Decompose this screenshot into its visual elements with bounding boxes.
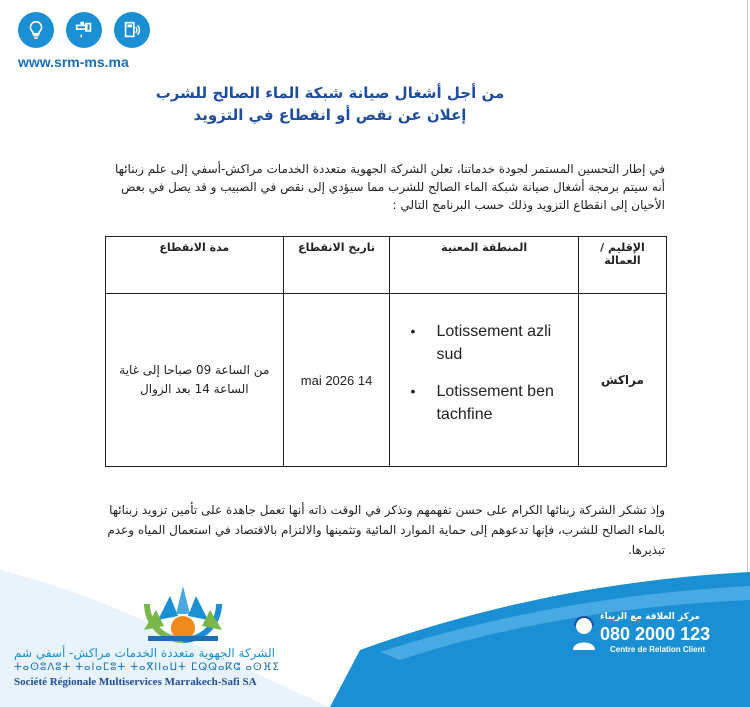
closing-paragraph: وإذ تشكر الشركة زبنائها الكرام على حسن تفهمهم وتذكر في الوقت ذاته أنها تعمل جاهدة على تأمين تزويد زبنائها بالماء الصالح للشرب، فإنها تدعوهم إلى حماية الموارد المائية وتثمينها والالتزام بالاقتصاد في استعمال المياه وعدم تبذيرها. [107,503,665,557]
header-zone: المنطقة المعنية [390,237,578,294]
list-item [410,380,571,426]
website-url[interactable]: www.srm-ms.ma [18,54,129,70]
zone-list [396,320,571,426]
service-icons [18,12,150,48]
header-date: تاريخ الانقطاع [283,237,390,294]
zone-name: Lotissement ben tachfine [436,383,554,423]
header-duration: مدة الانقطاع [106,237,284,294]
intro-paragraph: في إطار التحسين المستمر لجودة خدماتنا، تعلن الشركة الجهوية متعددة الخدمات مراكش-أسفي إلى علم زبنائها أنه سيتم برمجة أشغال صيانة شبكة الماء الصالح للشرب مما سيؤدي إلى نقص في الصبيب و قد يصل في بعض الأحيان إلى انقطاع التزويد وذلك حسب البرنامج التالي : [115,162,665,212]
contact-phone[interactable]: 080 2000 123 [600,624,711,644]
cell-zones [390,294,578,467]
table-row [106,294,667,467]
logo-arabic-text: الشركة الجهوية متعددة الخدمات مراكش- أسفي شم [14,646,275,660]
cell-region: مراكش [578,294,666,467]
notice-title: من أجل أشغال صيانة شبكة الماء الصالح للشرب [155,84,505,102]
cell-date: 14 mai 2026 [283,294,390,467]
water-tap-icon [66,12,102,48]
contact-center-french: Centre de Relation Client [610,645,706,654]
lightbulb-icon [18,12,54,48]
bullet-icon: • [410,383,416,399]
header-region: الإقليم / العمالة [578,237,666,294]
cell-duration: من الساعة 09 صباحا إلى غاية الساعة 14 بعد الزوال [106,294,284,467]
table-header-row [106,237,667,294]
electricity-meter-icon [114,12,150,48]
logo-tifinagh-text: ⵜⴰⵙⵓⴷⵓⵜ ⵜⴰⵏⴰⵎⵓⵜ ⵜⴰⴳⵏⵏⴰⵡⵜ ⵎⵕⵕⴰⴽⵛ ⴰⵙⴼⵉ [14,662,280,673]
zone-name: Lotissement azli sud [436,323,552,363]
contact-center-arabic: مركز العلاقة مع الزبناء [600,612,700,622]
logo-french-text: Société Régionale Multiservices Marrakech-Safi SA [14,676,257,688]
notice-subtitle: إعلان عن نقص أو انقطاع في التزويد [193,106,467,124]
schedule-table [105,236,667,467]
bullet-icon: • [410,323,416,339]
list-item [410,320,571,366]
customer-service-icon [570,614,598,652]
srm-logo-icon [118,580,248,644]
